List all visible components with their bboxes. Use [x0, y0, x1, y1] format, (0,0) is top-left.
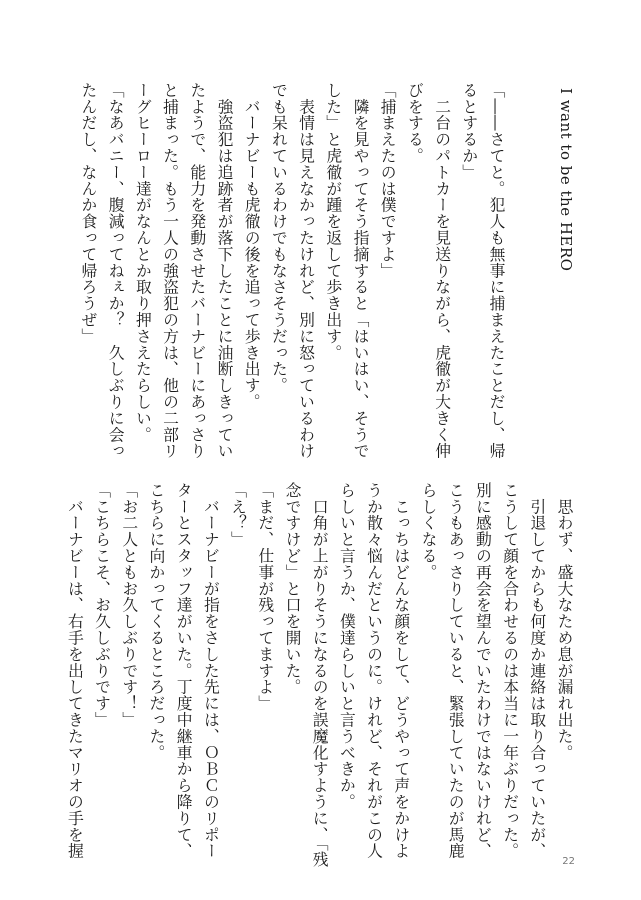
text-line: こうして顔を合わせるのは本当に一年ぶりだった。 — [500, 482, 520, 860]
text-line: 口角が上がりそうになるのを誤魔化すように、「残 — [310, 482, 330, 868]
text-line: 「――さてと。犯人も無事に捕まえたことだし、帰 — [487, 82, 506, 460]
chapter-title: I want to be the HERO — [557, 88, 575, 272]
text-line: 別に感動の再会を望んでいたわけではないけれど、 — [473, 482, 493, 860]
text-block-top — [78, 82, 510, 460]
text-line: バーナビーが指をさした先には、ＯＢＣのリポー — [201, 482, 221, 860]
text-line: こちらに向かってくるところだった。 — [146, 482, 166, 761]
text-line: と捕まった。もう一人の強盗犯の方は、他の二部リ — [160, 82, 180, 460]
text-line: らしいと言うか、僕達らしいと言うべきか。 — [337, 482, 357, 810]
text-line: 二台のパトカーを見送りながら、虎徹が大きく伸 — [432, 82, 452, 460]
text-line: バーナビーは、右手を出してきたマリオの手を握 — [65, 482, 85, 860]
text-line: たんだし、なんか食って帰ろうぜ」 — [78, 82, 98, 345]
text-line: たようで、能力を発動させたバーナビーにあっさり — [187, 82, 207, 460]
text-line: るとするか」 — [459, 82, 479, 181]
text-line: 強盗犯は追跡者が落下したことに油断しきってい — [214, 82, 234, 460]
text-line: こうもあっさりしていると、緊張していたのが馬鹿 — [446, 482, 466, 860]
text-line: した」と虎徹が踵を返して歩き出す。 — [323, 82, 343, 361]
text-line: うか散々悩んだというのに。けれど、それがこの人 — [364, 482, 384, 860]
text-line: ターとスタッフ達がいた。丁度中継車から降りて、 — [174, 482, 194, 860]
text-line: 「まだ、仕事が残ってますよ」 — [255, 482, 275, 712]
text-line: びをする。 — [405, 82, 425, 164]
text-line: 表情は見えなかったけれど、別に怒っているわけ — [296, 82, 316, 460]
text-line: 「お二人ともお久しぶりです！」 — [119, 482, 139, 728]
text-line: 思わず、盛大なため息が漏れ出た。 — [555, 482, 574, 761]
text-line: バーナビーも虎徹の後を追って歩き出す。 — [242, 82, 262, 410]
text-line: 「こちらこそ、お久しぶりです」 — [92, 482, 112, 728]
text-line: 「捕まえたのは僕ですよ」 — [378, 82, 398, 279]
text-line: らしくなる。 — [418, 482, 438, 581]
text-line: 引退してからも何度か連絡は取り合っていたが、 — [527, 482, 547, 860]
text-line: 「なあバニー、腹減ってねぇか？ 久しぶりに会っ — [106, 82, 126, 460]
text-line: でも呆れているわけでもなさそうだった。 — [269, 82, 289, 394]
text-line: こっちはどんな顔をして、どうやって声をかけよ — [391, 482, 411, 860]
page-number: 22 — [562, 856, 575, 867]
text-line: ーグヒーロー達がなんとか取り押さえたらしい。 — [133, 82, 153, 443]
text-line: 隣を見やってそう指摘すると「はいはい、そうで — [350, 82, 370, 460]
text-line: 「え？」 — [228, 482, 248, 548]
text-line: 念ですけど」と口を開いた。 — [282, 482, 302, 696]
